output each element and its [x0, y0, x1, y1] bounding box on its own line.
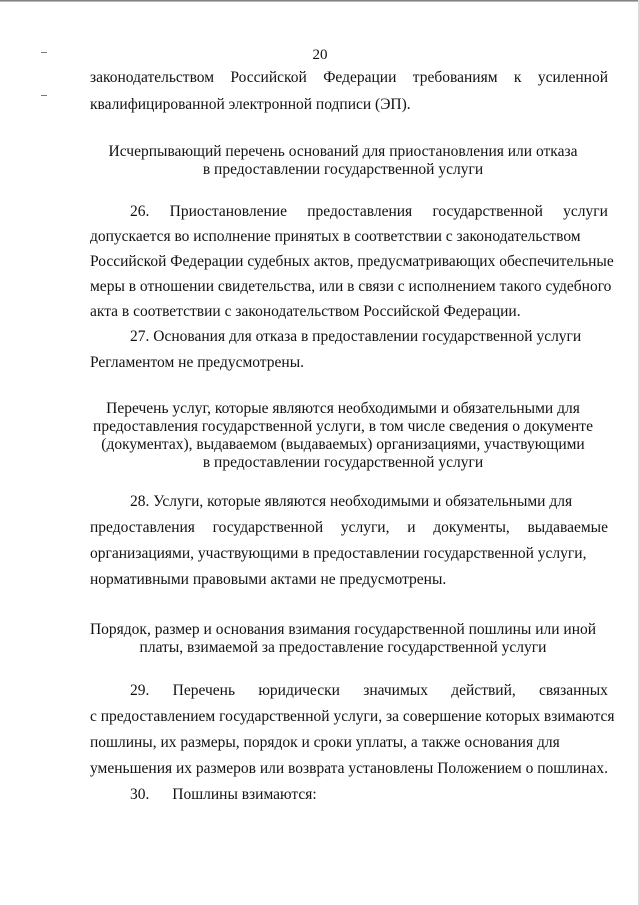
word: выдаваемые [527, 519, 608, 536]
paragraph-29-line: с предоставлением государственной услуги, за совершение которых взимаются [90, 708, 615, 725]
section-heading-line: Порядок, размер и основания взимания государственной пошлины или иной [89, 621, 597, 638]
word: связанных [539, 682, 608, 699]
word: к [513, 69, 522, 86]
paragraph-26-line: Российской Федерации судебных актов, предусматривающих обеспечительные [90, 253, 614, 270]
section-heading-line: предоставления государственной услуги, в том числе сведения о документе [93, 418, 593, 435]
word: юридически [258, 682, 340, 699]
continuation-line: квалифицированной электронной подписи (ЭП). [90, 96, 411, 113]
word: законодательством [90, 69, 215, 86]
word: документы, [433, 519, 510, 536]
paragraph-30-line [130, 784, 608, 806]
paragraph-29-line: уменьшения их размеров или возврата установлены Положением о пошлинах. [90, 760, 609, 777]
paragraph-26-line: допускается во исполнение принятых в соответствии с законодательством [90, 228, 581, 245]
word: услуги [563, 203, 608, 220]
paragraph-28-line: нормативными правовыми актами не предусмотрены. [90, 571, 447, 588]
section-heading-line: Исчерпывающий перечень оснований для приостановления или отказа [108, 143, 578, 160]
continuation-line [90, 67, 608, 89]
paragraph-28-line [90, 517, 608, 539]
word: предоставления [307, 203, 413, 220]
paragraph-29-line [130, 680, 608, 702]
word: 26. [130, 203, 150, 220]
paragraph-27-line: 27. Основания для отказа в предоставлении государственной услуги [130, 328, 582, 345]
word: Российской [230, 69, 307, 86]
section-heading-line: (документах), выдаваемом (выдаваемых) организациями, участвующими [101, 436, 585, 453]
word: требованиям [412, 69, 498, 86]
paragraph-28-line: 28. Услуги, которые являются необходимыми и обязательными для [130, 493, 573, 510]
paragraph-26-line: меры в отношении свидетельства, или в связи с исполнением такого судебного [90, 278, 612, 295]
paragraph-29-line: пошлины, их размеры, порядок и сроки уплаты, а также основания для [90, 734, 560, 751]
section-heading-line: в предоставлении государственной услуги [202, 454, 484, 471]
word: 30. [130, 786, 150, 803]
word: Пошлины взимаются: [172, 786, 317, 803]
paragraph-28-line: организациями, участвующими в предоставлении государственной услуги, [90, 545, 587, 562]
word: действий, [451, 682, 516, 699]
word: государственной [432, 203, 543, 220]
paragraph-26-line: акта в соответствии с законодательством Российской Федерации. [90, 303, 521, 320]
scan-mark [41, 95, 47, 96]
word: Федерации [323, 69, 397, 86]
word: государственной [212, 519, 324, 536]
paragraph-27-line: Регламентом не предусмотрены. [90, 354, 304, 371]
page-number: 20 [312, 47, 328, 63]
word: значимых [363, 682, 428, 699]
scan-edge-top [0, 0, 640, 2]
word: 29. [130, 682, 150, 699]
word: услуги, [340, 519, 390, 536]
paragraph-26-line [130, 201, 608, 223]
word: предоставления [90, 519, 195, 536]
word: усиленной [537, 69, 608, 86]
word: Перечень [172, 682, 236, 699]
section-heading-line: в предоставлении государственной услуги [202, 161, 484, 178]
section-heading-line: платы, взимаемой за предоставление государственной услуги [139, 639, 547, 656]
word: и [407, 519, 416, 536]
section-heading-line: Перечень услуг, которые являются необходимыми и обязательными для [106, 400, 580, 417]
word: Приостановление [169, 203, 287, 220]
